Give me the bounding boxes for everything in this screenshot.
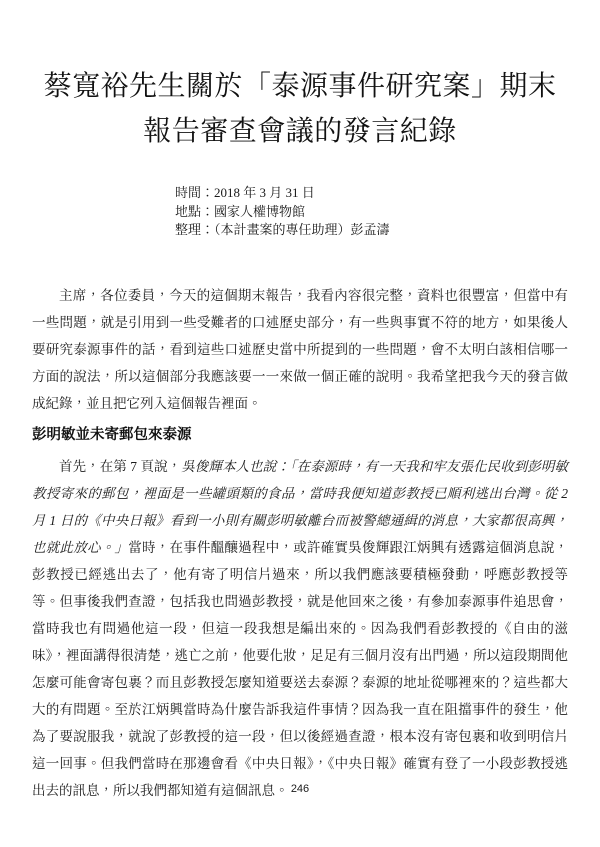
- page-number: 246: [290, 783, 310, 795]
- meta-editor: 整理：（本計畫案的專任助理）彭孟濤: [175, 222, 390, 237]
- meta-location: 地點：國家人權博物館: [175, 203, 306, 219]
- quoted-testimony: 吳俊輝本人也說：「在泰源時，有一天我和牢友張化民收到彭明敏教授寄來的郵包，裡面是一些罐頭類的食品，當時我便知道彭教授已順利逃出台灣。從 2 月 1 日的《中央日報》看到一小則有關彭明敏離台而被警總通緝的消息，大家都很高興，也就此放心。」: [32, 458, 569, 555]
- main-paragraph: [32, 453, 568, 804]
- document-title: 蔡寬裕先生關於「泰源事件研究案」期末報告審查會議的發言紀錄: [43, 71, 557, 147]
- section-heading: 彭明敏並未寄郵包來泰源: [32, 426, 192, 443]
- paragraph-lead: 首先，在第 7 頁說，: [59, 458, 182, 474]
- intro-paragraph: 主席，各位委員，今天的這個期末報告，我看內容很完整，資料也很豐富，但當中有一些問題，就是引用到一些受難者的口述歷史部分，有一些與事實不符的地方，如果後人要研究泰源事件的話，看到這些口述歷史當中所提到的一些問題，會不太明白該相信哪一方面的說法，所以這個部分我應該要一一來做一個正確的說明。我希望把我今天的發言做成紀錄，並且把它列入這個報告裡面。: [32, 287, 568, 411]
- paragraph-rest: 當時，在事件醞釀過程中，或許確實吳俊輝跟江炳興有透露這個消息說，彭教授已經逃出去了，他有寄了明信片過來，所以我們應該要積極發動，呼應彭教授等等。但事後我們查證，包括我也問過彭教授，就是他回來之後，有參加泰源事件追思會，當時我也有問過他這一段，但這一段我想是編出來的。因為我們看彭教授的《自由的滋味》，裡面講得很清楚，逃亡之前，他要化妝，足足有三個月沒有出門過，所以這段期間他怎麼可能會寄包裹？而且彭教授怎麼知道要送去泰源？泰源的地址從哪裡來的？這些都大大的有問題。至於江炳興當時為什麼告訴我這件事情？因為我一直在阻擋事件的發生，他為了要說服我，就說了彭教授的這一段，但以後經過查證，根本沒有寄包裹和收到明信片這一回事。但我們當時在那邊會看《中央日報》，《中央日報》確實有登了一小段彭教授逃出去的訊息，所以我們都知道有這個訊息。: [32, 539, 568, 798]
- meta-time: 時間：2018 年 3 月 31 日: [175, 185, 315, 200]
- meta-block: [175, 184, 568, 240]
